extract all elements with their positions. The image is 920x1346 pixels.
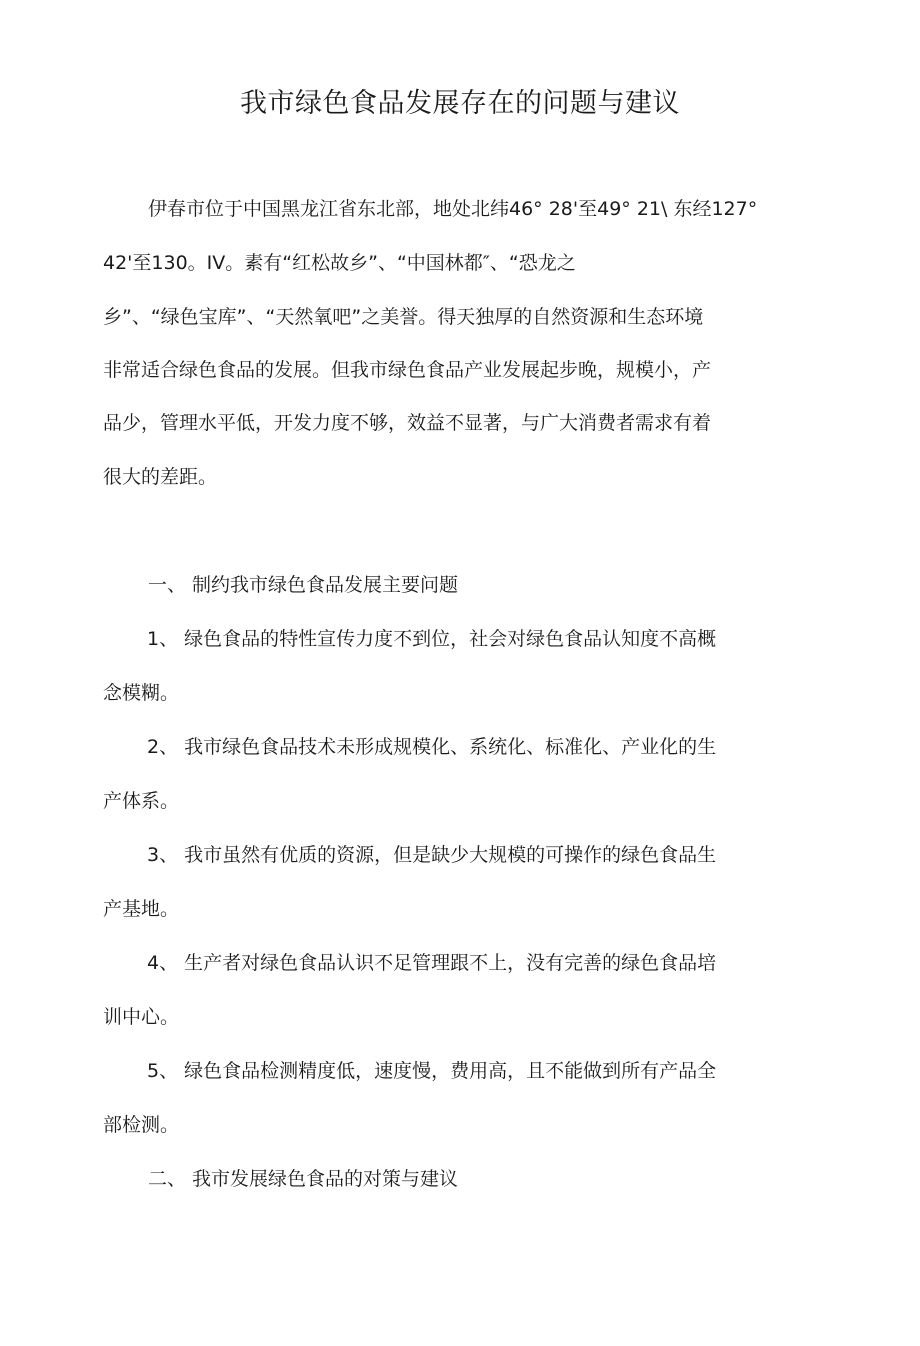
problem-item-3-line1: 3、 我市虽然有优质的资源，但是缺少大规模的可操作的绿色食品生: [147, 844, 717, 866]
intro-line-6: 很大的差距。: [103, 466, 218, 488]
intro-line-4: 非常适合绿色食品的发展。但我市绿色食品产业发展起步晚，规模小，产: [103, 359, 712, 381]
problem-item-5-line2: 部检测。: [103, 1114, 180, 1136]
problem-item-1-line2: 念模糊。: [103, 682, 180, 704]
section1-heading: 一、 制约我市绿色食品发展主要问题: [148, 574, 459, 596]
intro-line-1: 伊春市位于中国黑龙江省东北部，地处北纬46° 28'至49° 21\ 东经127°: [148, 198, 758, 220]
problem-item-4-line1: 4、 生产者对绿色食品认识不足管理跟不上，没有完善的绿色食品培: [147, 952, 717, 974]
document-title: 我市绿色食品发展存在的问题与建议: [240, 88, 680, 119]
problem-item-1-line1: 1、 绿色食品的特性宣传力度不到位，社会对绿色食品认知度不高概: [147, 628, 717, 650]
problem-item-4-line2: 训中心。: [103, 1006, 180, 1028]
problem-item-2-line2: 产体系。: [103, 790, 180, 812]
problem-item-3-line2: 产基地。: [103, 898, 180, 920]
intro-line-2: 42'至130。IV。素有“红松故乡”、“中国林都″、“恐龙之: [103, 252, 576, 274]
problem-item-5-line1: 5、 绿色食品检测精度低，速度慢，费用高，且不能做到所有产品全: [147, 1060, 717, 1082]
intro-line-3: 乡”、“绿色宝库”、“天然氧吧”之美誉。得天独厚的自然资源和生态环境: [103, 306, 704, 328]
section2-heading: 二、 我市发展绿色食品的对策与建议: [148, 1168, 459, 1190]
problem-item-2-line1: 2、 我市绿色食品技术未形成规模化、系统化、标准化、产业化的生: [147, 736, 717, 758]
intro-line-5: 品少，管理水平低，开发力度不够，效益不显著，与广大消费者需求有着: [103, 412, 712, 434]
